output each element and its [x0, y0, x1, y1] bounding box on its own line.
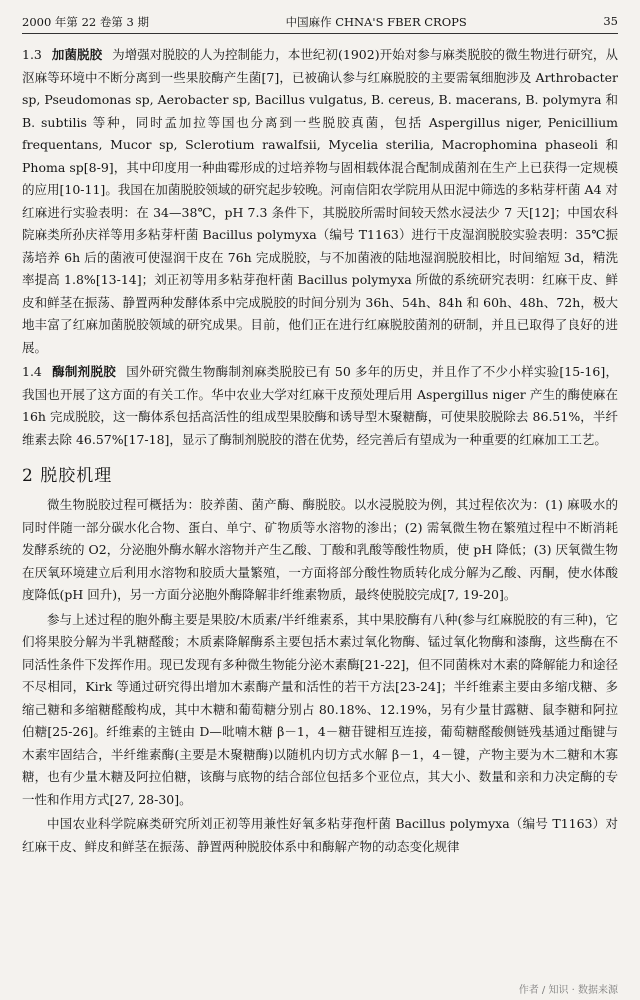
paragraph: 中国农业科学院麻类研究所刘正初等用兼性好氧多粘芽孢杆菌 Bacillus polymyxa（编号 T1163）对红麻干皮、鲜皮和鲜茎在振荡、静置两种脱胶体系中和酶解产物的动态变化规律 — [22, 816, 618, 854]
section-1-3 — [22, 44, 618, 359]
section-number: 1.4 — [22, 364, 42, 379]
section-2-heading: 2 脱胶机理 — [22, 466, 113, 486]
section-number: 1.3 — [22, 47, 42, 62]
paragraph: 参与上述过程的胞外酶主要是果胶/木质素/半纤维素系，其中果胶酶有八种(参与红麻脱胶的有三种)，它们将果胶分解为半乳糖醛酸；木质素降解酶系主要包括木素过氧化物酶、锰过氧化物酶和漆酶，这些酶在不同活性条件下发挥作用。现已发现有多种微生物能分泌木素酶[21-22]，但不同菌株对木素的降解能力和途径不尽相同，Kirk 等通过研究得出增加木素酶产量和活性的若干方法[23-24]；半纤维素主要由多缩戊糖、多缩己糖和多缩糖醛酸构成，其中木糖和葡萄糖分别占 80.18%、12.19%，另有少量甘露糖、鼠李糖和阿拉伯糖[25-26]。纤维素的主链由 D—吡喃木糖 β－1，4－糖苷键相互连接，葡萄糖醛酸侧链残基通过酯键与木素牢固结合，半纤维素酶(主要是木聚糖酶)以随机内切方式水解 β－1，4－键，产物主要为木二糖和木寡糖，也有少量木糖及阿拉伯糖，该酶与底物的结合部位包括多个亚位点，其大小、数量和亲和力决定酶的专一性和作用方式[27, 28-30]。 — [22, 611, 618, 807]
paragraph: 微生物脱胶过程可概括为：胶养菌、菌产酶、酶脱胶。以水浸脱胶为例，其过程依次为：(1) 麻吸水的同时伴随一部分碳水化合物、蛋白、单宁、矿物质等水溶物的渗出；(2) 需氧微生物在繁殖过程中不断消耗发酵系统的 O2，分泌胞外酶水解水溶物并产生乙酸、丁酸和乳酸等酸性物质，使 pH 降低；(3) 厌氧微生物在厌氧环境建立后利用水溶物和胶质大量繁殖，一方面将部分酸性物质转化成分解为乙酸、丙酮，使水体酸度降低(pH 回升)，另一方面分泌胞外酶降解非纤维素物质，最终使脱胶完成[7, 19-20]。 — [22, 497, 618, 602]
watermark: 作者 / 知识 · 数据来源 — [518, 985, 618, 996]
running-header — [22, 14, 618, 34]
section-text: 为增强对脱胶的人为控制能力，本世纪初(1902)开始对参与麻类脱胶的微生物进行研究，从沤麻等环境中不断分离到一些果胶酶产生菌[7]，已被确认参与红麻脱胶的主要需氧细胞涉及 Arthrobacter sp, Pseudomonas sp, Aerobacter sp, Bacillus vulgatus, B. cereus, B. macerans, B. polymyra 和 B. subtilis 等种，同时孟加拉等国也分离到一些脱胶真菌，包括 Aspergillus niger, Penicillium frequentans, Mucor sp, Sclerotium rawalfsii, Mycelia sterilia, Macrophomina phaseoli 和 Phoma sp[8-9]，其中印度用一种曲霉形成的过培养物与固相载体混合配制成菌剂在生产上已获得一定规模的应用[10-11]。我国在加菌脱胶领域的研究起步较晚。河南信阳农学院用从田泥中筛选的多粘芽杆菌 A4 对红麻进行实验表明：在 34—38℃，pH 7.3 条件下，其脱胶所需时间较天然水浸法少 7 天[12]；中国农科院麻类所孙庆祥等用多粘芽杆菌 Bacillus polymyxa（编号 T1163）进行干皮湿润脱胶实验表明：35℃振荡培养 6h 后的菌液可使湿润干皮在 76h 完成脱胶，与不加菌液的陆地湿润脱胶相比，时间缩短 3d，精洗率提高 1.8%[13-14]；刘正初等用多粘芽孢杆菌 Bacillus polymyxa 所做的系统研究表明：红麻干皮、鲜皮和鲜茎在振荡、静置两种发酵体系中完成脱胶的时间分别为 36h、54h、84h 和 60h、48h、72h，极大地丰富了红麻加菌脱胶领域的研究成果。目前，他们正在进行红麻脱胶菌剂的研制，并且已取得了良好的进展。 — [22, 47, 618, 355]
section-title: 加菌脱胶 — [51, 47, 103, 62]
page-number: 35 — [603, 14, 618, 28]
section-title: 酶制剂脱胶 — [52, 364, 117, 379]
section-1-4 — [22, 361, 618, 451]
article-body — [22, 44, 618, 858]
journal-issue: 2000 年第 22 卷第 3 期 — [22, 15, 149, 29]
journal-title: 中国麻作 CHNA'S FBER CROPS — [285, 15, 467, 29]
section-text: 国外研究微生物酶制剂麻类脱胶已有 50 多年的历史，并且作了不少小样实验[15-16]，我国也开展了这方面的有关工作。华中农业大学对红麻干皮预处理后用 Aspergillus niger 产生的酶使麻在 16h 完成脱胶，这一酶体系包括高活性的组成型果胶酶和诱导型木聚糖酶，可使果胶脱除去 86.51%，半纤维素去除 46.57%[17-18]，显示了酶制剂脱胶的潜在优势，经完善后有望成为一种重要的红麻加工工艺。 — [22, 364, 618, 447]
